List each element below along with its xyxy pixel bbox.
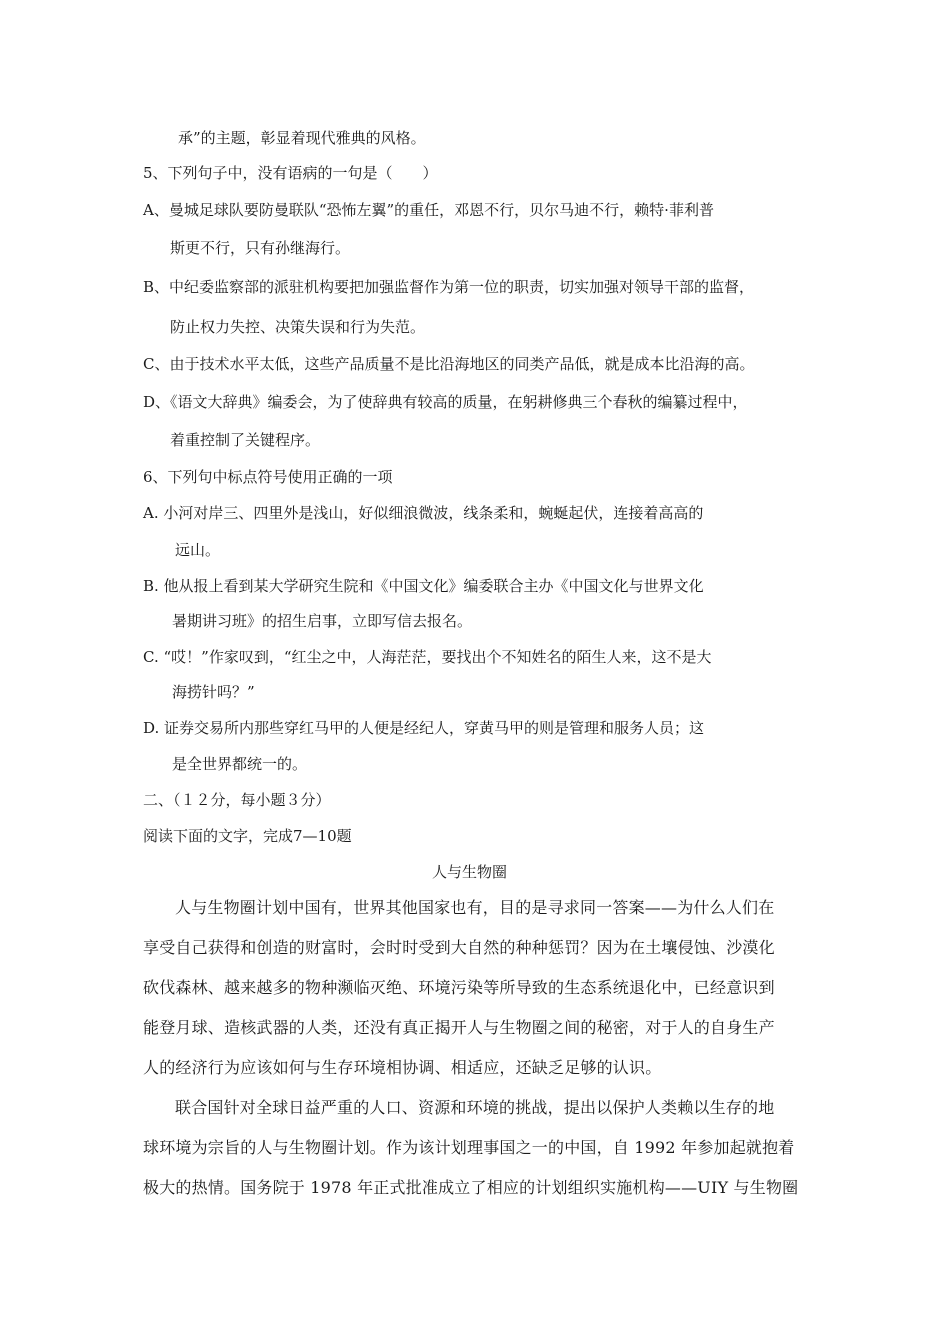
article-paragraph-1-line1: 人与生物圈计划中国有，世界其他国家也有，目的是寻求同一答案——为什么人们在 (175, 898, 775, 917)
question-6-option-c-line1: C. “哎！”作家叹到，“红尘之中，人海茫茫，要找出个不知姓名的陌生人来，这不是大 (143, 648, 712, 666)
question-5-option-b-line2: 防止权力失控、决策失误和行为失范。 (170, 318, 426, 336)
intro-tail-text: 承”的主题，彰显着现代雅典的风格。 (178, 129, 426, 147)
question-6-option-a-line2: 远山。 (175, 541, 221, 559)
question-6-option-c-line2: 海捞针吗？” (172, 683, 255, 701)
section-2-instruction: 阅读下面的文字，完成7—10题 (143, 827, 352, 845)
article-title: 人与生物圈 (432, 863, 508, 881)
question-6-option-d-line2: 是全世界都统一的。 (172, 755, 308, 773)
question-6-option-d-line1: D. 证券交易所内那些穿红马甲的人便是经纪人，穿黄马甲的则是管理和服务人员；这 (143, 719, 705, 737)
section-2-heading: 二、（１２分，每小题３分） (143, 791, 331, 809)
question-5-option-b-line1: B、中纪委监察部的派驻机构要把加强监督作为第一位的职责，切实加强对领导干部的监督， (143, 278, 755, 296)
article-paragraph-1-line4: 能登月球、造核武器的人类，还没有真正揭开人与生物圈之间的秘密，对于人的自身生产 (143, 1018, 775, 1037)
article-paragraph-2-line3: 极大的热情。国务院于 1978 年正式批准成立了相应的计划组织实施机构——UIY 与生物圈 (143, 1178, 799, 1197)
question-6-option-b-line1: B. 他从报上看到某大学研究生院和《中国文化》编委联合主办《中国文化与世界文化 (143, 577, 704, 595)
question-5-option-d-line1: D、《语文大辞典》编委会，为了使辞典有较高的质量，在躬耕修典三个春秋的编纂过程中， (143, 393, 748, 411)
article-paragraph-1-line5: 人的经济行为应该如何与生存环境相协调、相适应，还缺乏足够的认识。 (143, 1058, 662, 1077)
article-paragraph-1-line3: 砍伐森林、越来越多的物种濒临灭绝、环境污染等所导致的生态系统退化中，已经意识到 (143, 978, 775, 997)
question-6-stem: 6、下列句中标点符号使用正确的一项 (143, 468, 393, 486)
question-5-option-a-line2: 斯更不行，只有孙继海行。 (170, 239, 351, 257)
question-5-option-a-line1: A、曼城足球队要防曼联队“恐怖左翼”的重任，邓恩不行，贝尔马迪不行，赖特·菲利普 (143, 201, 714, 219)
question-6-option-a-line1: A. 小河对岸三、四里外是浅山，好似细浪微波，线条柔和，蜿蜒起伏，连接着高高的 (143, 504, 704, 522)
question-5-stem: 5、下列句子中，没有语病的一句是（ ） (143, 164, 438, 182)
question-5-option-c-line1: C、由于技术水平太低，这些产品质量不是比沿海地区的同类产品低，就是成本比沿海的高。 (143, 355, 755, 373)
article-paragraph-2-line1: 联合国针对全球日益严重的人口、资源和环境的挑战，提出以保护人类赖以生存的地 (175, 1098, 775, 1117)
article-paragraph-1-line2: 享受自己获得和创造的财富时，会时时受到大自然的种种惩罚？因为在土壤侵蚀、沙漠化 (143, 938, 775, 957)
article-paragraph-2-line2: 球环境为宗旨的人与生物圈计划。作为该计划理事国之一的中国，自 1992 年参加起就抱着 (143, 1138, 795, 1157)
question-6-option-b-line2: 暑期讲习班》的招生启事，立即写信去报名。 (172, 612, 473, 630)
question-5-option-d-line2: 着重控制了关键程序。 (170, 431, 321, 449)
